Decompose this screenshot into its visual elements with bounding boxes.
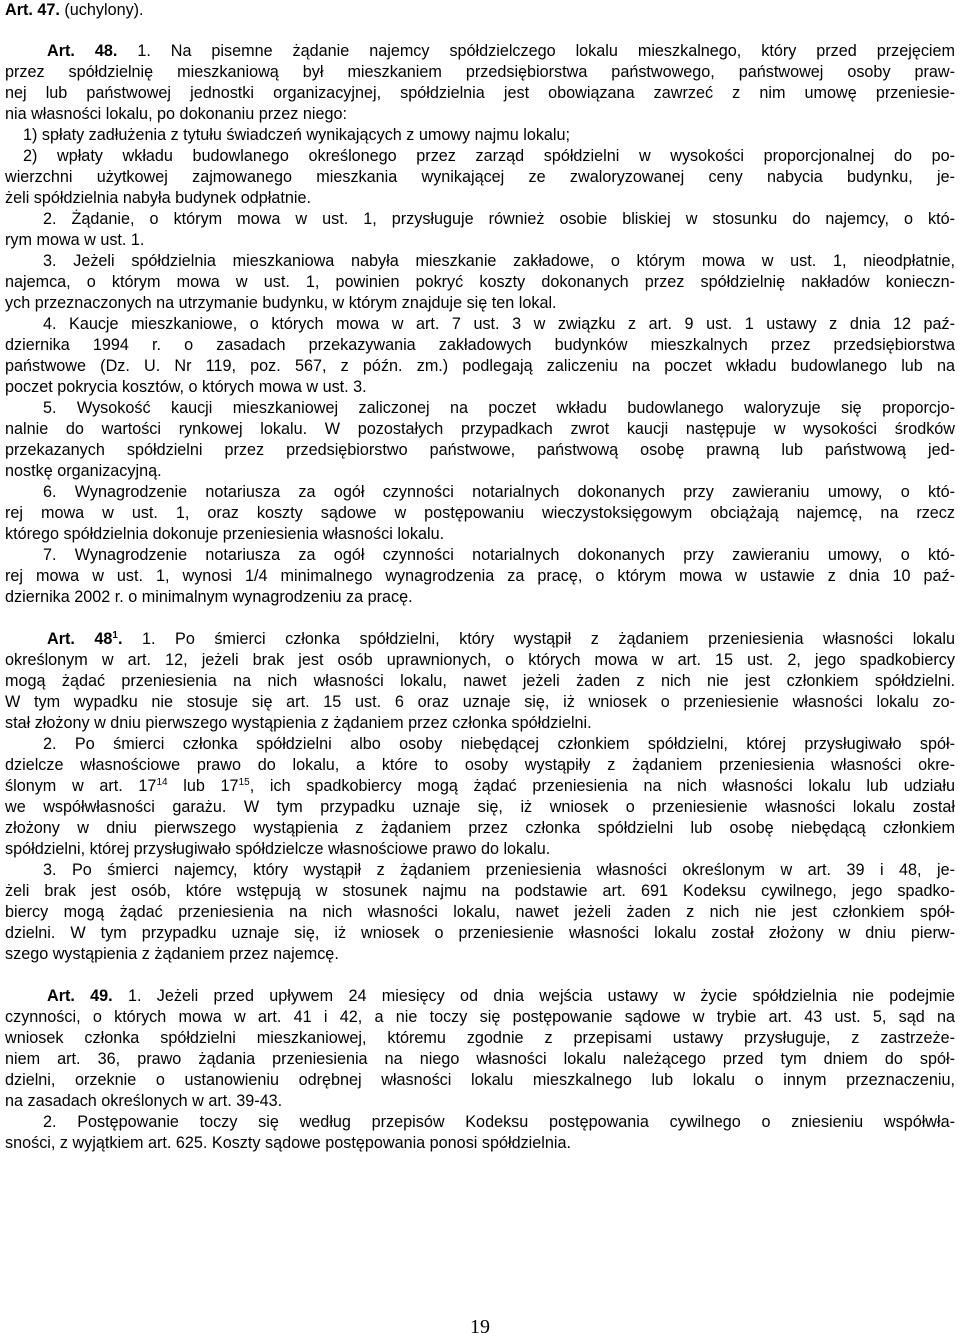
- art47-label: Art. 47.: [5, 1, 60, 19]
- art48-first-line: [5, 41, 955, 62]
- art48-line: poczet pokrycia kosztów, o których mowa w ust. 3.: [5, 378, 367, 396]
- art48-1-line: szego wystąpienia z żądaniem przez najemcę.: [5, 945, 339, 963]
- art48-label: Art. 48.: [47, 42, 118, 60]
- art48-line: państwowe (Dz. U. Nr 119, poz. 567, z późn. zm.) podlegają zaliczeniu na poczet wkładu budowlanego lub na: [5, 357, 955, 375]
- art49-line: dzielni, orzeknie o ustanowieniu odrębnej własności lokalu mieszkalnego lub lokalu o innym przeznaczeniu,: [5, 1071, 955, 1089]
- art48-1-line: W tym wypadku nie stosuje się art. 15 ust. 6 oraz uznaje się, iż wniosek o przeniesienie własności lokalu zo-: [5, 693, 955, 711]
- art48-1-line: stał złożony w dniu pierwszego wystąpienia z żądaniem przez członka spółdzielni.: [5, 714, 592, 732]
- art48-1-line: 3. Po śmierci najemcy, który wystąpił z żądaniem przeniesienia własności określonym w art. 39 i 48, je-: [43, 861, 955, 879]
- art48-1-line: złożony w dniu pierwszego wystąpienia z żądaniem przez członka spółdzielni lub osobę niebędącą członkiem: [5, 819, 955, 837]
- art48-line: 7. Wynagrodzenie notariusza za ogół czynności notarialnych dokonanych przy zawieraniu umowy, o któ-: [43, 546, 955, 564]
- art48-line: nia własności lokalu, po dokonaniu przez niego:: [5, 105, 347, 123]
- art48-1-line: określonym w art. 12, jeżeli brak jest osób uprawnionych, o których mowa w art. 15 ust. 2, jego spadkobiercy: [5, 651, 955, 669]
- art48-line: 3. Jeżeli spółdzielnia mieszkaniowa nabyła mieszkanie zakładowe, o którym mowa w ust. 1, nieodpłatnie,: [43, 252, 955, 270]
- art49-line: sności, z wyjątkiem art. 625. Koszty sądowe postępowania ponosi spółdzielnia.: [5, 1134, 571, 1152]
- art48-line: najemca, o którym mowa w ust. 1, powinien pokryć koszty dokonanych przez spółdzielnię nakładów konieczn-: [5, 273, 955, 291]
- art48-1-line: we współwłasności garażu. W tym przypadku uznaje się, iż wniosek o przeniesienie własności lokalu został: [5, 798, 955, 816]
- art48-line-0: 1. Na pisemne żądanie najemcy spółdzielczego lokalu mieszkalnego, który przed przejęciem: [137, 42, 956, 60]
- page-number: 19: [470, 1316, 490, 1338]
- art47-text: (uchylony).: [64, 1, 144, 19]
- art48-1-line: dzielcze własnościowe prawo do lokalu, a które to osoby wystąpiły z żądaniem przeniesienia własności okre-: [5, 756, 955, 774]
- art49-line: wniosek członka spółdzielni mieszkaniowej, któremu zgodnie z przepisami ustawy przysługuje, z zastrzeże-: [5, 1029, 955, 1047]
- art47-paragraph: [5, 0, 955, 21]
- art48-line: wierzchni użytkowej zajmowanego mieszkania wynikającej ze zwaloryzowanej ceny nabycia budynku, je-: [5, 168, 955, 186]
- art48-list-item: 1) spłaty zadłużenia z tytułu świadczeń wynikających z umowy najmu lokalu;: [23, 126, 571, 144]
- art48-line: rej mowa w ust. 1, wynosi 1/4 minimalnego wynagrodzenia za pracę, o którym mowa w ustawie z dnia 10 paź-: [5, 567, 955, 585]
- art48-line: 4. Kaucje mieszkaniowe, o których mowa w art. 7 ust. 3 w związku z art. 9 ust. 1 ustawy z dnia 12 paź-: [43, 315, 955, 333]
- art48-line: nalnie do wartości rynkowej lokalu. W pozostałych przypadkach zwrot kaucji następuje w wysokości środków: [5, 420, 955, 438]
- art48-line: dziernika 1994 r. o zasadach przekazywania zakładowych budynków mieszkalnych przez przedsiębiorstwa: [5, 336, 955, 354]
- art48-line: dziernika 2002 r. o minimalnym wynagrodzeniu za pracę.: [5, 588, 413, 606]
- art49-line: 2. Postępowanie toczy się według przepisów Kodeksu postępowania cywilnego o zniesieniu współwła-: [43, 1113, 955, 1131]
- art48-1-first-line: [5, 629, 955, 650]
- superscript: 14: [156, 777, 168, 788]
- art48-1-line-0: 1. Po śmierci członka spółdzielni, który wystąpił z żądaniem przeniesienia własności lokalu: [142, 630, 955, 648]
- art48-line: 5. Wysokość kaucji mieszkaniowej zaliczonej na poczet wkładu budowlanego waloryzuje się proporcjo-: [43, 399, 955, 417]
- art49-label: Art. 49.: [47, 987, 113, 1005]
- art49-line: niem art. 36, prawo żądania przeniesienia na niego własności lokalu należącego przed tym dniem do spół-: [5, 1050, 955, 1068]
- art48-line: 2. Żądanie, o którym mowa w ust. 1, przysługuje również osobie bliskiej w stosunku do najemcy, o któ-: [43, 210, 955, 228]
- art48-1-line: mogą żądać przeniesienia na nich własności lokalu, nawet jeżeli żaden z nich nie jest członkiem spółdzielni.: [5, 672, 955, 690]
- art49-line: czynności, o których mowa w art. 41 i 42, a nie toczy się postępowanie sądowe w trybie art. 43 ust. 5, sąd na: [5, 1008, 955, 1026]
- art49-line: na zasadach określonych w art. 39-43.: [5, 1092, 283, 1110]
- art48-1-line: żeli brak jest osób, które wstępują w stosunek najmu na podstawie art. 691 Kodeksu cywilnego, jego spadko-: [5, 882, 955, 900]
- art48-line: żeli spółdzielnia nabyła budynek odpłatnie.: [5, 189, 311, 207]
- art48-line: rej mowa w ust. 1, oraz koszty sądowe w postępowaniu wieczystoksięgowym obciążają najemcę, na rzecz: [5, 504, 955, 522]
- art48-1-line: 2. Po śmierci członka spółdzielni albo osoby niebędącej członkiem spółdzielni, której przysługiwało spół-: [43, 735, 955, 753]
- art48-line: którego spółdzielnia dokonuje przeniesienia własności lokalu.: [5, 525, 445, 543]
- art48-line: rym mowa w ust. 1.: [5, 231, 145, 249]
- art48-1-line: dzielni. W tym przypadku uznaje się, iż wniosek o przeniesienie własności lokalu został złożony w dniu pierw-: [5, 924, 955, 942]
- art49-first-line: [5, 986, 955, 1007]
- art48-1-line: spółdzielni, której przysługiwało spółdzielcze własnościowe prawo do lokalu.: [5, 840, 551, 858]
- superscript: 15: [238, 777, 250, 788]
- art48-1-line: biercy mogą żądać przeniesienia na nich własności lokalu, nawet jeżeli żaden z nich nie jest członkiem spół-: [5, 903, 955, 921]
- art48-line: przekazanych spółdzielni przez przedsiębiorstwo państwowe, państwową osobę prawną lub państwową jed-: [5, 441, 955, 459]
- art48-1-line: ślonym w art. $17^{14}$ lub $17^{15}$, ich spadkobiercy mogą żądać przeniesienia na nich własności lokalu lub udziału: [5, 777, 955, 795]
- art49-line-0: 1. Jeżeli przed upływem 24 miesięcy od dnia wejścia ustawy w życie spółdzielnia nie podejmie: [128, 987, 955, 1005]
- art48-line: nej lub państwowej jednostki organizacyjnej, spółdzielnia jest obowiązana zawrzeć z nim umowę przeniesie-: [5, 84, 955, 102]
- art48-line: ych przeznaczonych na utrzymanie budynku, w którym znajduje się ten lokal.: [5, 294, 557, 312]
- art48-1-label: Art. $48^1$.: [47, 630, 123, 648]
- art48-line: przez spółdzielnię mieszkaniową był mieszkaniem przedsiębiorstwa państwowego, państwowej osoby praw-: [5, 63, 955, 81]
- superscript: 1: [112, 630, 118, 641]
- art48-line: 6. Wynagrodzenie notariusza za ogół czynności notarialnych dokonanych przy zawieraniu umowy, o któ-: [43, 483, 955, 501]
- art48-line: nostkę organizacyjną.: [5, 462, 162, 480]
- art48-list-item: 2) wpłaty wkładu budowlanego określonego przez zarząd spółdzielni w wysokości proporcjonalnej do po-: [23, 147, 955, 165]
